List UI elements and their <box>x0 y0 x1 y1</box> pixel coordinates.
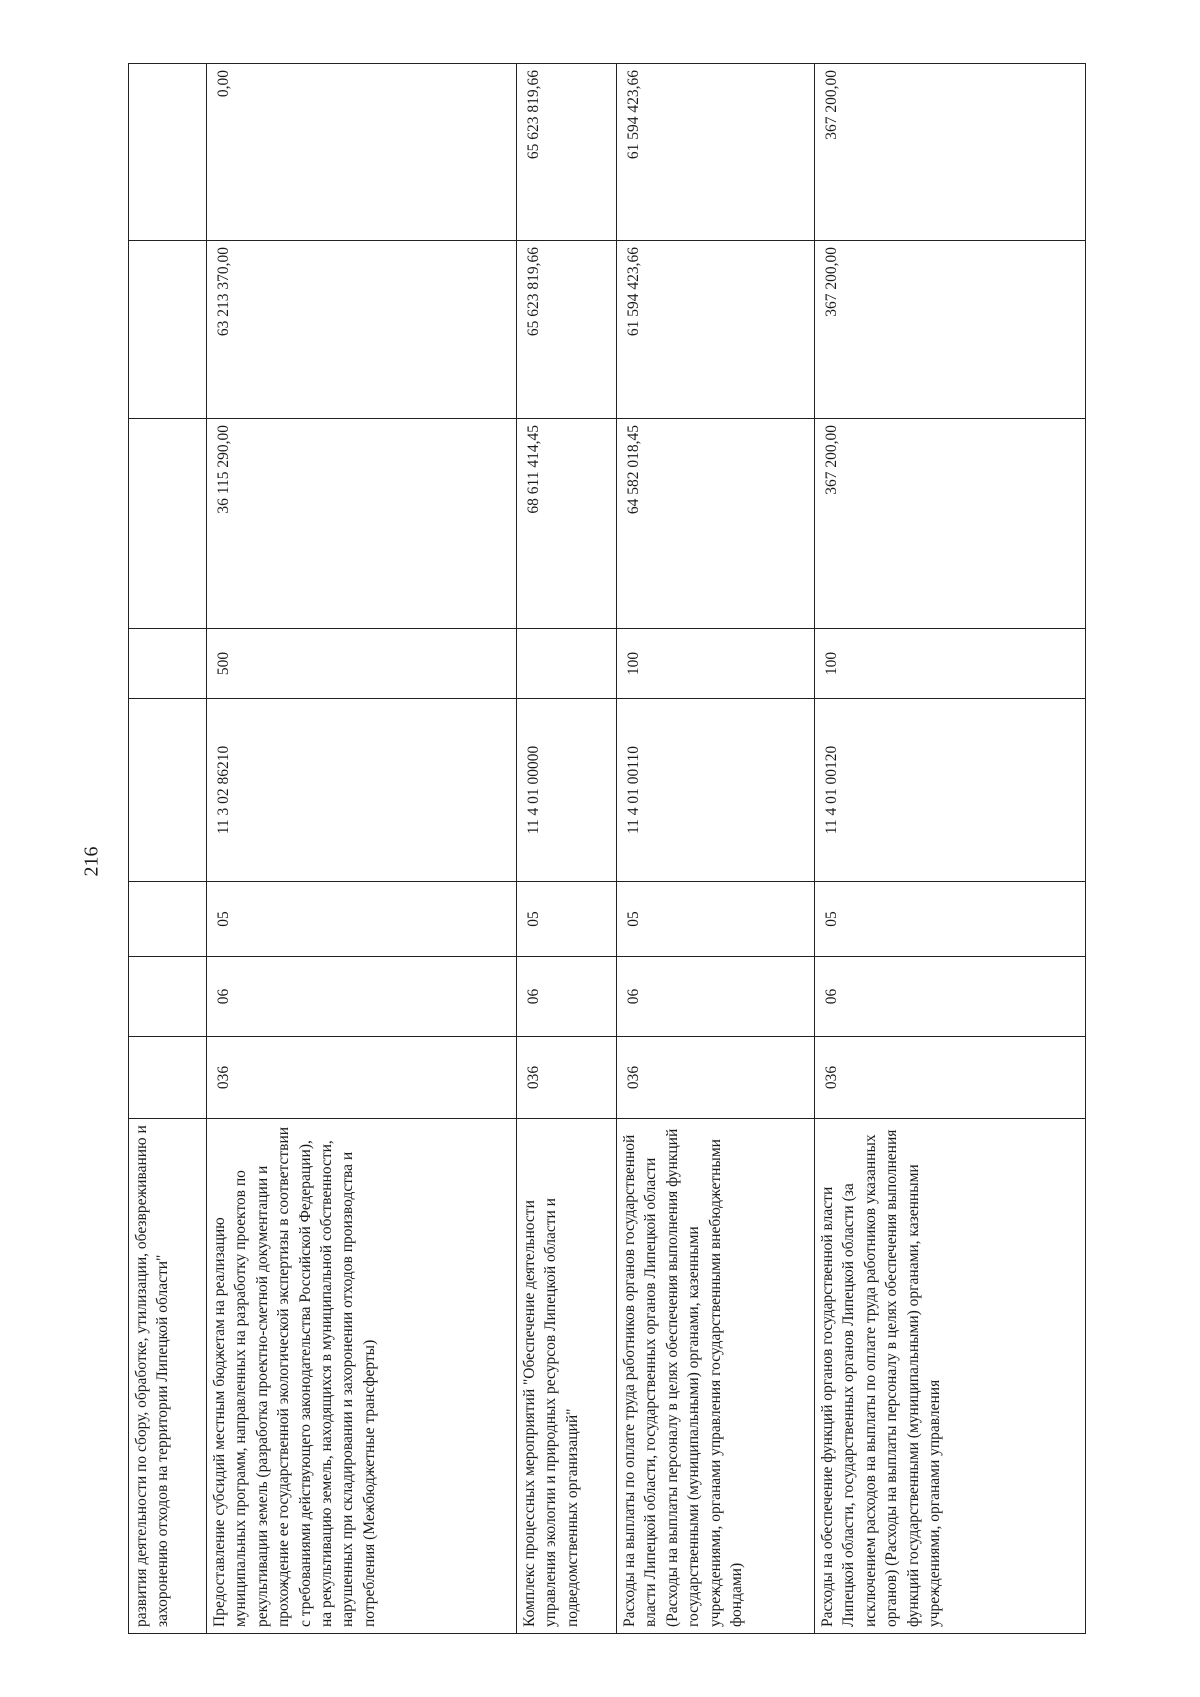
subsection-code: 05 <box>815 882 1086 957</box>
admin-code: 036 <box>517 1037 617 1119</box>
row-description: Расходы на выплаты по оплате труда работников органов государственной власти Липецкой области, государственных органов Липецкой области (Расходы на выплаты персоналу в целях обеспечения выполнения функций государственными (муниципальными) органами, казенными учреждениями, органами управления государственными внебюджетными фондами) <box>617 1119 815 1634</box>
target-code: 11 4 01 00000 <box>517 699 617 882</box>
table-row <box>207 64 517 1634</box>
budget-table <box>128 63 1086 1634</box>
amount-3: 61 594 423,66 <box>617 64 815 241</box>
target-code <box>129 699 207 882</box>
row-description: Предоставление субсидий местным бюджетам на реализацию муниципальных программ, направленных на разработку проектов по рекультивации земель (разработка проектно-сметной документации и прохождение ее государственной экологической экспертизы в соответствии с требованиями действующего законодательства Российской Федерации), на рекультивацию земель, находящихся в муниципальной собственности, нарушенных при складировании и захоронении отходов производства и потребления (Межбюджетные трансферты) <box>207 1119 517 1634</box>
table-row <box>517 64 617 1634</box>
subsection-code: 05 <box>517 882 617 957</box>
section-code: 06 <box>517 957 617 1037</box>
rotated-table-container <box>128 64 1085 1634</box>
target-code: 11 4 01 00110 <box>617 699 815 882</box>
expense-type-code <box>517 629 617 699</box>
expense-type-code: 500 <box>207 629 517 699</box>
row-description: развития деятельности по сбору, обработке, утилизации, обезвреживанию и захоронению отходов на территории Липецкой области" <box>129 1119 207 1634</box>
admin-code: 036 <box>207 1037 517 1119</box>
target-code: 11 4 01 00120 <box>815 699 1086 882</box>
section-code: 06 <box>815 957 1086 1037</box>
admin-code <box>129 1037 207 1119</box>
admin-code: 036 <box>617 1037 815 1119</box>
table-row <box>815 64 1086 1634</box>
amount-3: 367 200,00 <box>815 64 1086 241</box>
amount-2: 65 623 819,66 <box>517 241 617 419</box>
amount-2: 367 200,00 <box>815 241 1086 419</box>
target-code: 11 3 02 86210 <box>207 699 517 882</box>
table-row <box>617 64 815 1634</box>
section-code <box>129 957 207 1037</box>
subsection-code: 05 <box>207 882 517 957</box>
amount-1: 64 582 018,45 <box>617 419 815 629</box>
expense-type-code <box>129 629 207 699</box>
expense-type-code: 100 <box>617 629 815 699</box>
row-description: Расходы на обеспечение функций органов государственной власти Липецкой области, государственных органов Липецкой области (за исключением расходов на выплаты по оплате труда работников указанных органов) (Расходы на выплаты персоналу в целях обеспечения выполнения функций государственными (муниципальными) органами, казенными учреждениями, органами управления <box>815 1119 1086 1634</box>
amount-2: 61 594 423,66 <box>617 241 815 419</box>
amount-3: 65 623 819,66 <box>517 64 617 241</box>
amount-3: 0,00 <box>207 64 517 241</box>
amount-2: 63 213 370,00 <box>207 241 517 419</box>
page-number: 216 <box>80 846 103 877</box>
amount-1: 68 611 414,45 <box>517 419 617 629</box>
expense-type-code: 100 <box>815 629 1086 699</box>
subsection-code: 05 <box>617 882 815 957</box>
row-description: Комплекс процессных мероприятий "Обеспечение деятельности управления экологии и природных ресурсов Липецкой области и подведомственных организаций" <box>517 1119 617 1634</box>
section-code: 06 <box>617 957 815 1037</box>
amount-1: 36 115 290,00 <box>207 419 517 629</box>
subsection-code <box>129 882 207 957</box>
amount-1 <box>129 419 207 629</box>
admin-code: 036 <box>815 1037 1086 1119</box>
amount-3 <box>129 64 207 241</box>
section-code: 06 <box>207 957 517 1037</box>
table-row <box>129 64 207 1634</box>
amount-1: 367 200,00 <box>815 419 1086 629</box>
amount-2 <box>129 241 207 419</box>
